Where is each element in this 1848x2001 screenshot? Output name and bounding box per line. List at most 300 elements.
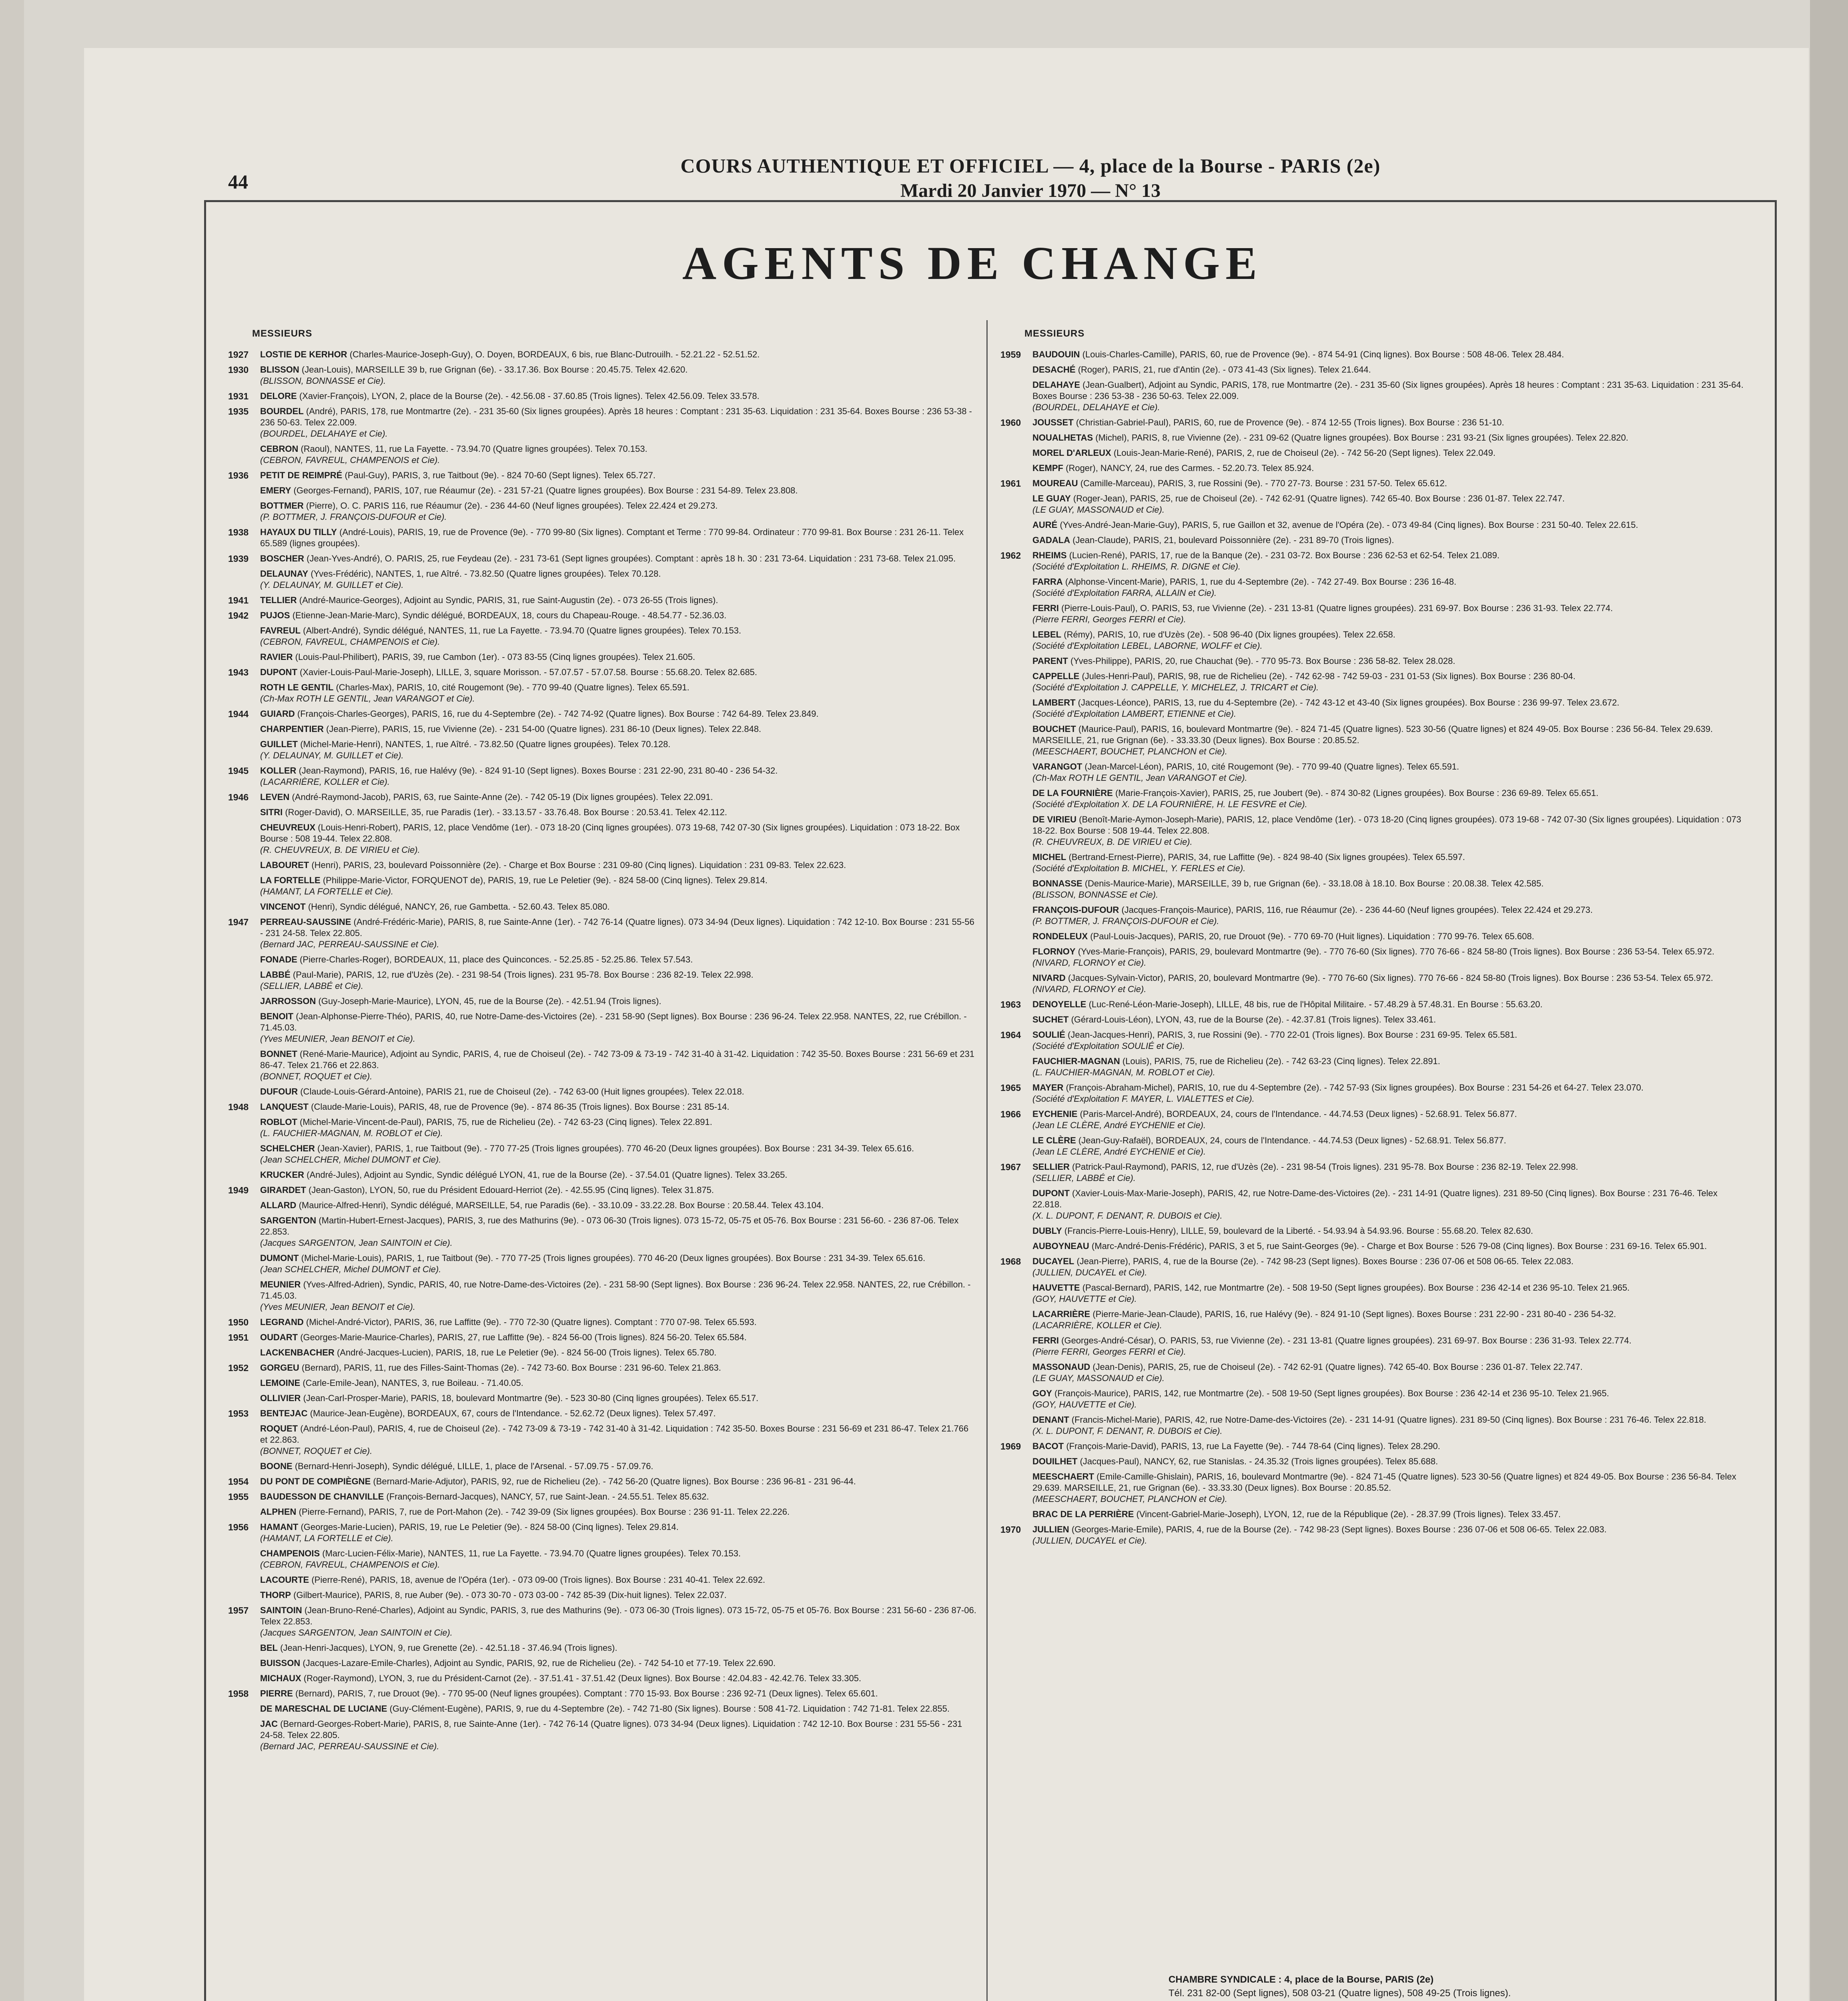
agent-entry xyxy=(1000,1241,1749,1252)
agent-name: DENOYELLE xyxy=(1032,999,1086,1009)
agent-firm: (R. CHEUVREUX, B. DE VIRIEU et Cie). xyxy=(260,845,420,855)
agent-name: CAPPELLE xyxy=(1032,671,1080,681)
entry-year: 1938 xyxy=(228,527,249,537)
agent-details: (Pierre-Louis-Paul), O. PARIS, 53, rue Vivienne (2e). - 231 13-81 (Quatre lignes groupées). 231 69-97. Box Bourse : 236 31-93. Telex 22.774. xyxy=(1061,603,1613,613)
agent-details: (Bernard), PARIS, 11, rue des Filles-Saint-Thomas (2e). - 742 73-60. Box Bourse : 231 96-60. Telex 21.863. xyxy=(301,1363,721,1373)
agent-firm: (LE GUAY, MASSONAUD et Cie). xyxy=(1032,505,1165,515)
entry-year xyxy=(228,996,260,1007)
agent-entry xyxy=(1000,1188,1749,1221)
entry-body xyxy=(260,1423,976,1457)
agent-name: BOSCHER xyxy=(260,553,305,563)
entry-year xyxy=(228,1718,260,1752)
entry-body xyxy=(260,470,976,481)
agent-entry xyxy=(228,1673,976,1684)
entry-year: 1927 xyxy=(228,349,249,360)
entry-year xyxy=(228,1574,260,1586)
agent-details: (Henri), Syndic délégué, NANCY, 26, rue Gambetta. - 52.60.43. Telex 85.080. xyxy=(308,902,610,912)
agent-entry xyxy=(1000,904,1749,927)
entry-body xyxy=(260,1185,976,1196)
agent-name: DUMONT xyxy=(260,1253,299,1263)
agent-details: (Louis), PARIS, 75, rue de Richelieu (2e). - 742 63-23 (Cinq lignes). Telex 22.891. xyxy=(1122,1056,1440,1066)
entry-year xyxy=(1000,904,1032,927)
agent-name: RAVIER xyxy=(260,652,293,662)
entry-body xyxy=(260,610,976,621)
header-line-2: Mardi 20 Janvier 1970 — N° 13 xyxy=(900,180,1161,201)
agent-details: (Jean-Pierre), PARIS, 15, rue Vivienne (2e). - 231 54-00 (Quatre lignes). 231 86-10 (Deux lignes). Telex 22.848. xyxy=(326,724,762,734)
agent-name: KOLLER xyxy=(260,766,297,776)
agent-details: (Roger-David), O. MARSEILLE, 35, rue Paradis (1er). - 33.13.57 - 33.76.48. Box Bourse : 20.53.41. Telex 42.112. xyxy=(285,807,728,817)
agent-details: (Jean-Gualbert), Adjoint au Syndic, PARIS, 178, rue Montmartre (2e). - 231 35-60 (Six lignes groupées). Après 18 heures : Comptant : 231 35-63. Liquidation : 231 35-64. Boxes Bourse : 236 53-38 - 236 50-63. Telex 22.009. xyxy=(1032,380,1744,401)
agent-details: (Luc-René-Léon-Marie-Joseph), LILLE, 48 bis, rue de l'Hôpital Militaire. - 57.48.29 à 57.48.31. En Bourse : 55.63.20. xyxy=(1088,999,1543,1009)
entry-body xyxy=(1032,576,1749,599)
entry-body xyxy=(260,792,976,803)
agent-name: FARRA xyxy=(1032,577,1063,587)
agent-details: (Camille-Marceau), PARIS, 3, rue Rossini (9e). - 770 27-73. Bourse : 231 57-50. Telex 65.612. xyxy=(1080,478,1447,488)
agent-name: SUCHET xyxy=(1032,1015,1069,1025)
entry-body xyxy=(1032,1335,1749,1357)
agent-details: (Marc-André-Denis-Frédéric), PARIS, 3 et 5, rue Saint-Georges (9e). - Charge et Box Bourse : 526 79-08 (Cinq lignes). Box Bourse : 231 69-16. Telex 65.901. xyxy=(1091,1241,1707,1251)
agent-name: PUJOS xyxy=(260,610,290,620)
entry-year xyxy=(1000,364,1032,375)
entry-body xyxy=(260,739,976,761)
agent-details: (Henri), PARIS, 23, boulevard Poissonnière (2e). - Charge et Box Bourse : 231 09-80 (Cinq lignes). Liquidation : 231 09-83. Telex 22.623. xyxy=(311,860,846,870)
entry-year xyxy=(1000,814,1032,848)
entry-body xyxy=(260,708,976,720)
agent-entry xyxy=(228,1185,976,1196)
entry-body xyxy=(1032,463,1749,474)
agent-firm: (Jean LE CLÈRE, André EYCHENIE et Cie). xyxy=(1032,1147,1206,1157)
agent-entry xyxy=(228,652,976,663)
agent-entry xyxy=(228,1279,976,1313)
agent-name: PERREAU-SAUSSINE xyxy=(260,917,351,927)
entry-year: 1947 xyxy=(228,917,249,927)
agent-entry xyxy=(228,1143,976,1165)
agent-name: LABOURET xyxy=(260,860,309,870)
agent-details: (Michel-Marie-Henri), NANTES, 1, rue Aîtré. - 73.82.50 (Quatre lignes groupées). Telex 70.128. xyxy=(300,739,671,749)
agent-name: CEBRON xyxy=(260,444,299,454)
agent-details: (Georges-André-César), O. PARIS, 53, rue Vivienne (2e). - 231 13-81 (Quatre lignes groupées). 231 69-97. Box Bourse : 236 31-93. Telex 22.774. xyxy=(1061,1335,1632,1345)
agent-details: (Philippe-Marie-Victor, FORQUENOT de), PARIS, 19, rue Le Peletier (9e). - 824 58-00 (Cinq lignes). Telex 29.814. xyxy=(323,875,768,885)
agent-firm: (L. FAUCHIER-MAGNAN, M. ROBLOT et Cie). xyxy=(1032,1067,1215,1077)
agent-entry xyxy=(1000,788,1749,810)
agent-name: SELLIER xyxy=(1032,1162,1070,1172)
entry-year xyxy=(228,1658,260,1669)
agent-details: (Paul-Marie), PARIS, 12, rue d'Uzès (2e). - 231 98-54 (Trois lignes). 231 95-78. Box Bourse : 236 82-19. Telex 22.998. xyxy=(293,970,754,980)
entry-year: 1946 xyxy=(228,792,249,802)
entry-body xyxy=(260,1642,976,1654)
entry-year: 1955 xyxy=(228,1492,249,1502)
agent-firm: (Jean SCHELCHER, Michel DUMONT et Cie). xyxy=(260,1264,441,1274)
agent-name: FONADE xyxy=(260,954,297,964)
entry-body xyxy=(260,724,976,735)
entry-body xyxy=(260,1574,976,1586)
agent-entry xyxy=(228,1408,976,1419)
agent-firm: (X. L. DUPONT, F. DENANT, R. DUBOIS et Cie). xyxy=(1032,1211,1223,1221)
agent-details: (Jean-Bruno-René-Charles), Adjoint au Syndic, PARIS, 3, rue des Mathurins (9e). - 073 06-30 (Trois lignes). 073 15-72, 05-75 et 05-76. Box Bourse : 231 56-60 - 236 87-06. Telex 22.853. xyxy=(260,1605,976,1626)
entry-year xyxy=(228,807,260,818)
entry-body xyxy=(1032,629,1749,652)
agent-name: LABBÉ xyxy=(260,970,291,980)
entry-year: 1945 xyxy=(228,766,249,776)
agent-name: MAYER xyxy=(1032,1083,1064,1093)
scan-edge-right xyxy=(1810,0,1848,2001)
agent-entry xyxy=(228,1393,976,1404)
agent-name: DUPONT xyxy=(260,667,297,677)
agent-name: LAMBERT xyxy=(1032,698,1076,708)
entry-body xyxy=(260,1049,976,1082)
page-number: 44 xyxy=(228,170,248,193)
agent-entry xyxy=(228,1718,976,1752)
agent-entry xyxy=(228,901,976,912)
agent-firm: (BONNET, ROQUET et Cie). xyxy=(260,1446,373,1456)
agent-entry xyxy=(1000,656,1749,667)
agent-details: (Jean-Gaston), LYON, 50, rue du Président Edouard-Herriot (2e). - 42.55.95 (Cinq lignes). Telex 31.875. xyxy=(309,1185,714,1195)
agent-entry xyxy=(1000,603,1749,625)
agent-firm: (Société d'Exploitation SOULIÉ et Cie). xyxy=(1032,1041,1185,1051)
agent-name: LEMOINE xyxy=(260,1378,301,1388)
agent-firm: (BOURDEL, DELAHAYE et Cie). xyxy=(260,429,388,439)
entry-body xyxy=(260,1506,976,1518)
agent-details: (Yves-Philippe), PARIS, 20, rue Chauchat (9e). - 770 95-73. Box Bourse : 236 58-82. Telex 28.028. xyxy=(1070,656,1455,666)
entry-year xyxy=(228,1279,260,1313)
agent-details: (Bernard-Georges-Robert-Marie), PARIS, 8, rue Sainte-Anne (1er). - 742 76-14 (Quatre lignes). 073 34-94 (Deux lignes). Liquidation : 742 12-10. Box Bourse : 231 55-56 - 231 24-58. Telex 22.805. xyxy=(260,1719,962,1740)
agent-entry xyxy=(228,822,976,856)
entry-year xyxy=(228,1117,260,1139)
agent-firm: (MEESCHAERT, BOUCHET, PLANCHON et Cie). xyxy=(1032,746,1227,756)
agent-name: SAINTOIN xyxy=(260,1605,302,1615)
agent-firm: (X. L. DUPONT, F. DENANT, R. DUBOIS et Cie). xyxy=(1032,1426,1223,1436)
agent-entry xyxy=(1000,1256,1749,1278)
entry-year xyxy=(228,1200,260,1211)
agent-name: HAUVETTE xyxy=(1032,1283,1080,1293)
entry-year: 1941 xyxy=(228,595,249,606)
entry-year xyxy=(1000,463,1032,474)
entry-body xyxy=(260,996,976,1007)
entry-year xyxy=(228,1461,260,1472)
agent-entry xyxy=(228,724,976,735)
entry-year: 1936 xyxy=(228,470,249,481)
entry-body xyxy=(260,901,976,912)
agent-name: CHEUVREUX xyxy=(260,822,316,832)
agent-entry xyxy=(1000,999,1749,1010)
agent-details: (Pierre-Marie-Jean-Claude), PARIS, 16, rue Halévy (9e). - 824 91-10 (Sept lignes). Boxes Bourse : 231 22-90 - 231 80-40 - 236 54-32. xyxy=(1092,1309,1616,1319)
agent-firm: (Yves MEUNIER, Jean BENOIT et Cie). xyxy=(260,1034,415,1044)
agent-details: (Jean-Henri-Jacques), LYON, 9, rue Grenette (2e). - 42.51.18 - 37.46.94 (Trois lignes). xyxy=(280,1643,617,1653)
agent-details: (Marc-Lucien-Félix-Marie), NANTES, 11, rue La Fayette. - 73.94.70 (Quatre lignes groupées). Telex 70.153. xyxy=(322,1548,741,1558)
entry-body xyxy=(1032,814,1749,848)
agent-entry xyxy=(228,1347,976,1358)
agent-firm: (Pierre FERRI, Georges FERRI et Cie). xyxy=(1032,614,1186,624)
agent-name: LACOURTE xyxy=(260,1575,309,1585)
agent-firm: (JULLIEN, DUCAYEL et Cie). xyxy=(1032,1267,1147,1277)
agent-details: (Alphonse-Vincent-Marie), PARIS, 1, rue du 4-Septembre (2e). - 742 27-49. Box Bourse : 236 16-48. xyxy=(1065,577,1457,587)
entry-body xyxy=(260,875,976,897)
agent-entry xyxy=(1000,1225,1749,1237)
entry-body xyxy=(1032,1256,1749,1278)
agent-details: (Benoît-Marie-Aymon-Joseph-Marie), PARIS, 12, place Vendôme (1er). - 073 18-20 (Cinq lignes groupées). 073 19-68 - 742 07-30 (Six lignes groupées). Liquidation : 073 18-22. Box Bourse : 508 19-44. Telex 22.808. xyxy=(1032,814,1742,836)
entry-body xyxy=(260,1548,976,1570)
agent-details: (Roger-Jean), PARIS, 25, rue de Choiseul (2e). - 742 62-91 (Quatre lignes). 742 65-40. Box Bourse : 236 01-87. Telex 22.747. xyxy=(1073,493,1565,503)
agent-details: (Michel-Marie-Louis), PARIS, 1, rue Taitbout (9e). - 770 77-25 (Trois lignes groupées). 770 46-20 (Deux lignes groupées). Box Bourse : 231 34-39. Telex 65.616. xyxy=(301,1253,926,1263)
page-title: AGENTS DE CHANGE xyxy=(682,237,1263,289)
agent-name: BUISSON xyxy=(260,1658,301,1668)
agent-name: BOURDEL xyxy=(260,406,304,416)
entry-year xyxy=(228,625,260,648)
agent-firm: (Société d'Exploitation L. RHEIMS, R. DIGNE et Cie). xyxy=(1032,561,1241,571)
entry-year: 1959 xyxy=(1000,349,1021,360)
agent-entry xyxy=(1000,1456,1749,1467)
agent-details: (Bernard-Henri-Joseph), Syndic délégué, LILLE, 1, place de l'Arsenal. - 57.09.75 - 57.09.76. xyxy=(295,1461,653,1471)
entry-year: 1951 xyxy=(228,1332,249,1343)
entry-body xyxy=(260,1476,976,1487)
entry-year xyxy=(1000,1225,1032,1237)
entry-year: 1956 xyxy=(228,1522,249,1532)
entry-body xyxy=(260,860,976,871)
agent-name: LACARRIÈRE xyxy=(1032,1309,1090,1319)
agent-entry xyxy=(1000,519,1749,531)
agent-details: (Lucien-René), PARIS, 17, rue de la Banque (2e). - 231 03-72. Box Bourse : 236 62-53 et 62-54. Telex 21.089. xyxy=(1069,550,1500,560)
agent-name: LE CLÈRE xyxy=(1032,1135,1076,1145)
agent-firm: (GOY, HAUVETTE et Cie). xyxy=(1032,1294,1137,1304)
entry-body xyxy=(260,1253,976,1275)
entry-year xyxy=(1000,629,1032,652)
agent-details: (Yves-André-Jean-Marie-Guy), PARIS, 5, rue Gaillon et 32, avenue de l'Opéra (2e). - 073 49-84 (Cinq lignes). Box Bourse : 231 50-40. Telex 22.615. xyxy=(1060,520,1638,530)
agent-firm: (HAMANT, LA FORTELLE et Cie). xyxy=(260,1533,393,1543)
agent-name: OLLIVIER xyxy=(260,1393,301,1403)
entry-body xyxy=(260,1461,976,1472)
entry-year: 1949 xyxy=(228,1185,249,1195)
agent-details: (Jean-Carl-Prosper-Marie), PARIS, 18, boulevard Montmartre (9e). - 523 30-80 (Cinq lignes groupées). Telex 65.517. xyxy=(303,1393,759,1403)
left-column xyxy=(228,328,976,1756)
entry-year xyxy=(1000,1456,1032,1467)
agent-name: FAVREUL xyxy=(260,626,301,636)
agent-details: (Francis-Pierre-Louis-Henry), LILLE, 59, boulevard de la Liberté. - 54.93.94 à 54.93.96. Bourse : 55.68.20. Telex 82.630. xyxy=(1064,1226,1533,1236)
agent-name: JAC xyxy=(260,1719,278,1729)
agent-details: (Jean-Guy-Rafaël), BORDEAUX, 24, cours de l'Intendance. - 44.74.53 (Deux lignes) - 52.68.91. Telex 56.877. xyxy=(1078,1135,1506,1145)
agent-details: (Georges-Marie-Maurice-Charles), PARIS, 27, rue Laffitte (9e). - 824 56-00 (Trois lignes). 824 56-20. Telex 65.584. xyxy=(300,1332,747,1342)
agent-name: BOONE xyxy=(260,1461,293,1471)
entry-body xyxy=(260,667,976,678)
agent-details: (Christian-Gabriel-Paul), PARIS, 60, rue de Provence (9e). - 874 12-55 (Trois lignes). Box Bourse : 236 51-10. xyxy=(1076,417,1504,427)
agent-entry xyxy=(1000,852,1749,874)
agent-entry xyxy=(1000,1029,1749,1052)
agent-name: DUBLY xyxy=(1032,1226,1062,1236)
agent-details: (Jacques-Léonce), PARIS, 13, rue du 4-Septembre (2e). - 742 43-12 et 43-40 (Six lignes groupées). Box Bourse : 236 99-97. Telex 23.672. xyxy=(1078,698,1620,708)
entry-year xyxy=(1000,1509,1032,1520)
entry-year xyxy=(228,1506,260,1518)
agent-name: ALLARD xyxy=(260,1200,297,1210)
entry-year xyxy=(228,739,260,761)
entry-year xyxy=(1000,535,1032,546)
agent-firm: (SELLIER, LABBÉ et Cie). xyxy=(260,981,363,991)
entry-body xyxy=(260,1215,976,1249)
agent-entry xyxy=(1000,364,1749,375)
agent-details: (François-Abraham-Michel), PARIS, 10, rue du 4-Septembre (2e). - 742 57-93 (Six lignes groupées). Box Bourse : 231 54-26 et 64-27. Telex 23.070. xyxy=(1066,1083,1644,1093)
agent-details: (André-Frédéric-Marie), PARIS, 8, rue Sainte-Anne (1er). - 742 76-14 (Quatre lignes). 073 34-94 (Deux lignes). Liquidation : 742 12-10. Box Bourse : 231 55-56 - 231 24-58. Telex 22.805. xyxy=(260,917,974,938)
agent-entry xyxy=(228,1169,976,1181)
agent-name: KEMPF xyxy=(1032,463,1063,473)
agent-entry xyxy=(228,1423,976,1457)
agent-details: (Yves-Marie-François), PARIS, 29, boulevard Montmartre (9e). - 770 76-60 (Six lignes). 770 76-66 - 824 58-80 (Trois lignes). Box Bourse : 236 53-54. Telex 65.972. xyxy=(1078,946,1715,956)
agent-details: (René-Marie-Maurice), Adjoint au Syndic, PARIS, 4, rue de Choiseul (2e). - 742 73-09 & 73-19 - 742 31-40 à 31-42. Liquidation : 742 35-50. Boxes Bourse : 231 56-69 et 231 86-47. Telex 21.766 et 22.863. xyxy=(260,1049,975,1070)
entry-body xyxy=(260,391,976,402)
agent-entry xyxy=(228,1688,976,1699)
agent-entry xyxy=(1000,478,1749,489)
entry-year xyxy=(228,568,260,591)
agent-details: (André-Maurice-Georges), Adjoint au Syndic, PARIS, 31, rue Saint-Augustin (2e). - 073 26-55 (Trois lignes). xyxy=(299,595,718,605)
agent-entry xyxy=(228,1658,976,1669)
agent-entry xyxy=(228,553,976,564)
agent-firm: (Société d'Exploitation LEBEL, LABORNE, WOLFF et Cie). xyxy=(1032,641,1263,651)
agent-name: GADALA xyxy=(1032,535,1070,545)
agent-name: CHAMPENOIS xyxy=(260,1548,320,1558)
agent-entry xyxy=(228,1506,976,1518)
entry-body xyxy=(260,568,976,591)
agent-name: PARENT xyxy=(1032,656,1068,666)
entry-year xyxy=(1000,1388,1032,1410)
agent-firm: (Jacques SARGENTON, Jean SAINTOIN et Cie). xyxy=(260,1238,453,1248)
agent-details: (Martin-Hubert-Ernest-Jacques), PARIS, 3, rue des Mathurins (9e). - 073 06-30 (Trois lignes). 073 15-72, 05-75 et 05-76. Box Bourse : 231 56-60. - 236 87-06. Telex 22.853. xyxy=(260,1215,959,1237)
agent-details: (Gilbert-Maurice), PARIS, 8, rue Auber (9e). - 073 30-70 - 073 03-00 - 742 85-39 (Dix-huit lignes). Telex 22.037. xyxy=(293,1590,727,1600)
entry-body xyxy=(260,1522,976,1544)
entry-body xyxy=(1032,379,1749,413)
entry-year xyxy=(228,1393,260,1404)
entry-body xyxy=(260,349,976,360)
agent-details: (Carle-Emile-Jean), NANTES, 3, rue Boileau. - 71.40.05. xyxy=(303,1378,523,1388)
agent-details: (Albert-André), Syndic délégué, NANTES, 11, rue La Fayette. - 73.94.70 (Quatre lignes groupées). Telex 70.153. xyxy=(303,626,742,636)
entry-body xyxy=(260,1658,976,1669)
agent-name: DE VIRIEU xyxy=(1032,814,1077,824)
agent-entry xyxy=(228,500,976,523)
agent-entry xyxy=(1000,379,1749,413)
entry-body xyxy=(260,1117,976,1139)
agent-details: (Jacques-Lazare-Emile-Charles), Adjoint au Syndic, PARIS, 92, rue de Richelieu (2e). - 742 54-10 et 77-19. Telex 22.690. xyxy=(303,1658,776,1668)
agent-details: (Marie-François-Xavier), PARIS, 25, rue Joubert (9e). - 874 30-82 (Lignes groupées). Box Bourse : 236 69-89. Telex 65.651. xyxy=(1115,788,1599,798)
agent-name: SOULIÉ xyxy=(1032,1030,1065,1040)
agent-details: (Xavier-François), LYON, 2, place de la Bourse (2e). - 42.56.08 - 37.60.85 (Trois lignes). Telex 42.56.09. Telex 33.578. xyxy=(299,391,760,401)
entry-year xyxy=(1000,788,1032,810)
entry-year xyxy=(1000,761,1032,784)
entry-year: 1950 xyxy=(228,1317,249,1327)
agent-entry xyxy=(1000,1388,1749,1410)
entry-year xyxy=(1000,603,1032,625)
agent-firm: (HAMANT, LA FORTELLE et Cie). xyxy=(260,886,393,896)
agent-details: (Roger), NANCY, 24, rue des Carmes. - 52.20.73. Telex 85.924. xyxy=(1066,463,1314,473)
entry-body xyxy=(1032,1056,1749,1078)
entry-year xyxy=(228,652,260,663)
entry-year xyxy=(1000,493,1032,515)
agent-details: (Jean-Xavier), PARIS, 1, rue Taitbout (9e). - 770 77-25 (Trois lignes groupées). 770 46-20 (Deux lignes groupées). Box Bourse : 231 34-39. Telex 65.616. xyxy=(317,1143,914,1153)
entry-year xyxy=(1000,1414,1032,1437)
entry-year xyxy=(1000,1361,1032,1384)
entry-body xyxy=(1032,878,1749,900)
agent-entry xyxy=(228,1117,976,1139)
agent-name: BOUCHET xyxy=(1032,724,1076,734)
entry-body xyxy=(260,1408,976,1419)
agent-name: DELAHAYE xyxy=(1032,380,1080,390)
entry-body xyxy=(1032,904,1749,927)
entry-body xyxy=(260,1279,976,1313)
entry-body xyxy=(260,765,976,788)
entry-year xyxy=(228,443,260,466)
agent-name: DENANT xyxy=(1032,1415,1069,1425)
entry-body xyxy=(1032,1524,1749,1546)
agent-entry xyxy=(1000,576,1749,599)
entry-year xyxy=(1000,878,1032,900)
agent-entry xyxy=(228,1215,976,1249)
agent-entry xyxy=(1000,724,1749,757)
left-heading: MESSIEURS xyxy=(252,328,313,339)
entry-year xyxy=(1000,671,1032,693)
entry-year xyxy=(1000,697,1032,720)
agent-entry xyxy=(228,739,976,761)
agent-entry xyxy=(1000,349,1749,360)
entry-body xyxy=(1032,946,1749,968)
agent-name: BLISSON xyxy=(260,365,299,375)
entry-year: 1970 xyxy=(1000,1524,1021,1535)
agent-entry xyxy=(228,485,976,496)
entry-year xyxy=(228,1215,260,1249)
agent-details: (Maurice-Alfred-Henri), Syndic délégué, MARSEILLE, 54, rue Paradis (6e). - 33.10.09 - 33.22.28. Box Bourse : 20.58.44. Telex 43.104. xyxy=(299,1200,824,1210)
agent-firm: (LACARRIÈRE, KOLLER et Cie). xyxy=(1032,1320,1162,1330)
entry-year xyxy=(228,1011,260,1045)
agent-details: (Paul-Louis-Jacques), PARIS, 20, rue Drouot (9e). - 770 69-70 (Huit lignes). Liquidation : 770 99-76. Telex 65.608. xyxy=(1090,931,1534,941)
agent-entry xyxy=(228,1476,976,1487)
agent-details: (Jacques-Paul), NANCY, 62, rue Stanislas. - 24.35.32 (Trois lignes groupées). Telex 85.688. xyxy=(1080,1456,1438,1466)
agent-details: (Jean-Yves-André), O. PARIS, 25, rue Feydeau (2e). - 231 73-61 (Sept lignes groupées). Comptant : après 18 h. 30 : 231 73-64. Liquidation : 231 73-68. Telex 21.095. xyxy=(307,553,956,563)
agent-entry xyxy=(228,1086,976,1097)
entry-body xyxy=(1032,788,1749,810)
entry-body xyxy=(1032,852,1749,874)
agent-firm: (NIVARD, FLORNOY et Cie). xyxy=(1032,984,1146,994)
agent-entry xyxy=(1000,1335,1749,1357)
agent-firm: (Société d'Exploitation FARRA, ALLAIN et Cie). xyxy=(1032,588,1217,598)
entry-year xyxy=(1000,1241,1032,1252)
agent-entry xyxy=(228,708,976,720)
entry-year xyxy=(1000,972,1032,995)
entry-year: 1962 xyxy=(1000,550,1021,561)
agent-name: GIRARDET xyxy=(260,1185,306,1195)
entry-body xyxy=(260,822,976,856)
agent-firm: (MEESCHAERT, BOUCHET, PLANCHON et Cie). xyxy=(1032,1494,1227,1504)
agent-entry xyxy=(1000,1441,1749,1452)
entry-body xyxy=(1032,1188,1749,1221)
entry-year xyxy=(228,1347,260,1358)
agent-firm: (Jean LE CLÈRE, André EYCHENIE et Cie). xyxy=(1032,1120,1206,1130)
agent-entry xyxy=(228,349,976,360)
entry-body xyxy=(260,443,976,466)
entry-body xyxy=(260,1718,976,1752)
entry-body xyxy=(260,553,976,564)
entry-body xyxy=(260,1703,976,1714)
agent-name: TELLIER xyxy=(260,595,297,605)
entry-body xyxy=(260,1200,976,1211)
entry-body xyxy=(1032,972,1749,995)
entry-body xyxy=(1032,1361,1749,1384)
agent-name: BONNET xyxy=(260,1049,297,1059)
agent-firm: (BONNET, ROQUET et Cie). xyxy=(260,1071,373,1081)
agent-name: EMERY xyxy=(260,485,291,495)
agent-name: DU PONT DE COMPIÈGNE xyxy=(260,1476,371,1486)
entry-body xyxy=(260,682,976,704)
entry-body xyxy=(260,954,976,965)
agent-entry xyxy=(1000,1109,1749,1131)
entry-year xyxy=(228,969,260,992)
entry-year: 1960 xyxy=(1000,417,1021,428)
agent-firm: (CEBRON, FAVREUL, CHAMPENOIS et Cie). xyxy=(260,637,440,647)
entry-year xyxy=(228,1049,260,1082)
entry-body xyxy=(1032,1456,1749,1467)
